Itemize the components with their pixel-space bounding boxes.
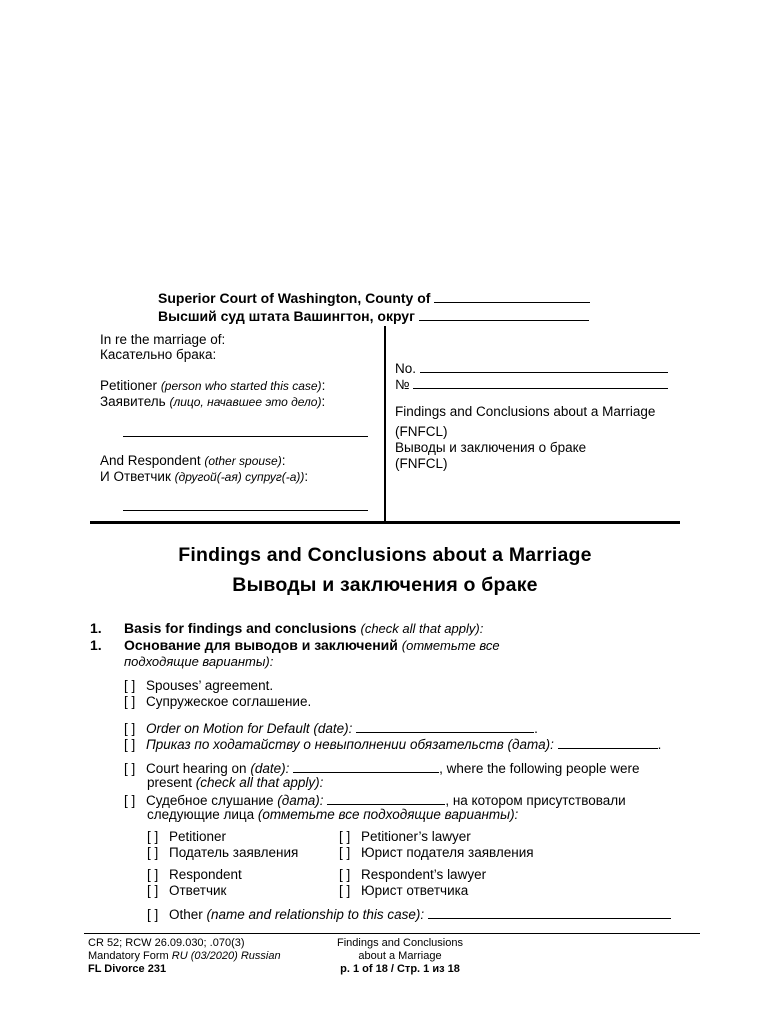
checkbox[interactable]: [ ] [124, 793, 136, 808]
footer-form-id: FL Divorce 231 [88, 963, 167, 975]
attendee-respondent-en[interactable]: [ ] Respondent [147, 867, 242, 882]
option-agreement-en[interactable]: [ ] Spouses’ agreement. [124, 678, 274, 693]
checkbox[interactable]: [ ] [339, 829, 351, 844]
footer-rule [84, 933, 700, 934]
hearing-date-field[interactable] [293, 759, 439, 773]
default-date-field-ru[interactable] [558, 735, 658, 749]
petitioner-label-ru: Заявитель (лицо, начавшее это дело): [100, 394, 326, 409]
option-default-ru[interactable]: [ ] Приказ по ходатайству о невыполнении обязательств (дата): . [124, 737, 662, 752]
case-number-en: No. [395, 359, 668, 377]
checkbox[interactable]: [ ] [147, 907, 159, 922]
attendee-pet-lawyer-ru[interactable]: [ ] Юрист подателя заявления [339, 845, 534, 860]
checkbox[interactable]: [ ] [124, 761, 136, 776]
attendee-petitioner-en[interactable]: [ ] Petitioner [147, 829, 227, 844]
attendee-other[interactable]: [ ] Other (name and relationship to this case): [147, 905, 671, 923]
option-default-en[interactable]: [ ] Order on Motion for Default (date): . [124, 721, 538, 736]
option-hearing-ru-cont: следующие лица (отметьте все подходящие варианты): [147, 807, 519, 822]
checkbox[interactable]: [ ] [124, 694, 136, 709]
respondent-name-field[interactable] [123, 510, 368, 511]
page-title-ru: Выводы и заключения о браке [232, 574, 538, 596]
checkbox[interactable]: [ ] [147, 867, 159, 882]
option-hearing-en[interactable]: [ ] Court hearing on (date): , where the following people were [124, 761, 640, 776]
checkbox[interactable]: [ ] [124, 737, 136, 752]
checkbox[interactable]: [ ] [124, 721, 136, 736]
court-name-en: Superior Court of Washington, County of [158, 289, 590, 307]
attendee-respondent-ru[interactable]: [ ] Ответчик [147, 883, 227, 898]
case-number-field-ru[interactable] [413, 375, 668, 389]
checkbox[interactable]: [ ] [124, 678, 136, 693]
attendee-petitioner-ru[interactable]: [ ] Податель заявления [147, 845, 299, 860]
marriage-label-ru: Касательно брака: [100, 347, 217, 362]
checkbox[interactable]: [ ] [339, 845, 351, 860]
marriage-label-en: In re the marriage of: [100, 332, 226, 347]
petitioner-name-field[interactable] [123, 436, 368, 437]
section-number: 1. [90, 620, 102, 636]
checkbox[interactable]: [ ] [339, 883, 351, 898]
case-number-ru: № [395, 375, 668, 393]
doc-code-ru: (FNFCL) [395, 456, 448, 471]
other-attendee-field[interactable] [428, 905, 671, 919]
respondent-label-en: And Respondent (other spouse): [100, 453, 286, 468]
checkbox[interactable]: [ ] [147, 883, 159, 898]
page-number: p. 1 of 18 / Стр. 1 из 18 [340, 963, 460, 975]
option-hearing-en-cont: present (check all that apply): [147, 775, 324, 790]
section-number-ru: 1. [90, 637, 102, 653]
attendee-resp-lawyer-ru[interactable]: [ ] Юрист ответчика [339, 883, 469, 898]
court-name-ru: Высший суд штата Вашингтон, округ [158, 307, 589, 325]
caption-divider [384, 326, 386, 523]
county-field[interactable] [434, 289, 590, 303]
doc-name-en: Findings and Conclusions about a Marriage [395, 404, 656, 419]
petitioner-label-en: Petitioner (person who started this case): [100, 378, 326, 393]
section-heading-en: Basis for findings and conclusions (check all that apply): [124, 620, 484, 636]
case-number-field[interactable] [420, 359, 668, 373]
footer-doc-title-1: Findings and Conclusions [337, 937, 463, 949]
attendee-pet-lawyer-en[interactable]: [ ] Petitioner’s lawyer [339, 829, 471, 844]
footer-doc-title-2: about a Marriage [358, 950, 442, 962]
default-date-field[interactable] [356, 719, 534, 733]
checkbox[interactable]: [ ] [147, 845, 159, 860]
page-title-en: Findings and Conclusions about a Marriage [178, 544, 592, 566]
doc-name-ru: Выводы и заключения о браке [395, 440, 587, 455]
caption-bottom-rule [90, 521, 680, 524]
hearing-date-field-ru[interactable] [327, 791, 445, 805]
section-heading-ru: Основание для выводов и заключений (отметьте все [124, 637, 500, 653]
footer-form-type: Mandatory Form RU (03/2020) Russian [88, 950, 281, 962]
attendee-resp-lawyer-en[interactable]: [ ] Respondent’s lawyer [339, 867, 487, 882]
footer-citation: CR 52; RCW 26.09.030; .070(3) [88, 937, 245, 949]
respondent-label-ru: И Ответчик (другой(-ая) супруг(-а)): [100, 469, 309, 484]
doc-code-en: (FNFCL) [395, 424, 448, 439]
section-heading-ru-note: подходящие варианты): [124, 654, 274, 669]
checkbox[interactable]: [ ] [339, 867, 351, 882]
option-hearing-ru[interactable]: [ ] Судебное слушание (дата): , на котором присутствовали [124, 793, 626, 808]
county-field-ru[interactable] [419, 307, 589, 321]
option-agreement-ru[interactable]: [ ] Супружеское соглашение. [124, 694, 312, 709]
checkbox[interactable]: [ ] [147, 829, 159, 844]
